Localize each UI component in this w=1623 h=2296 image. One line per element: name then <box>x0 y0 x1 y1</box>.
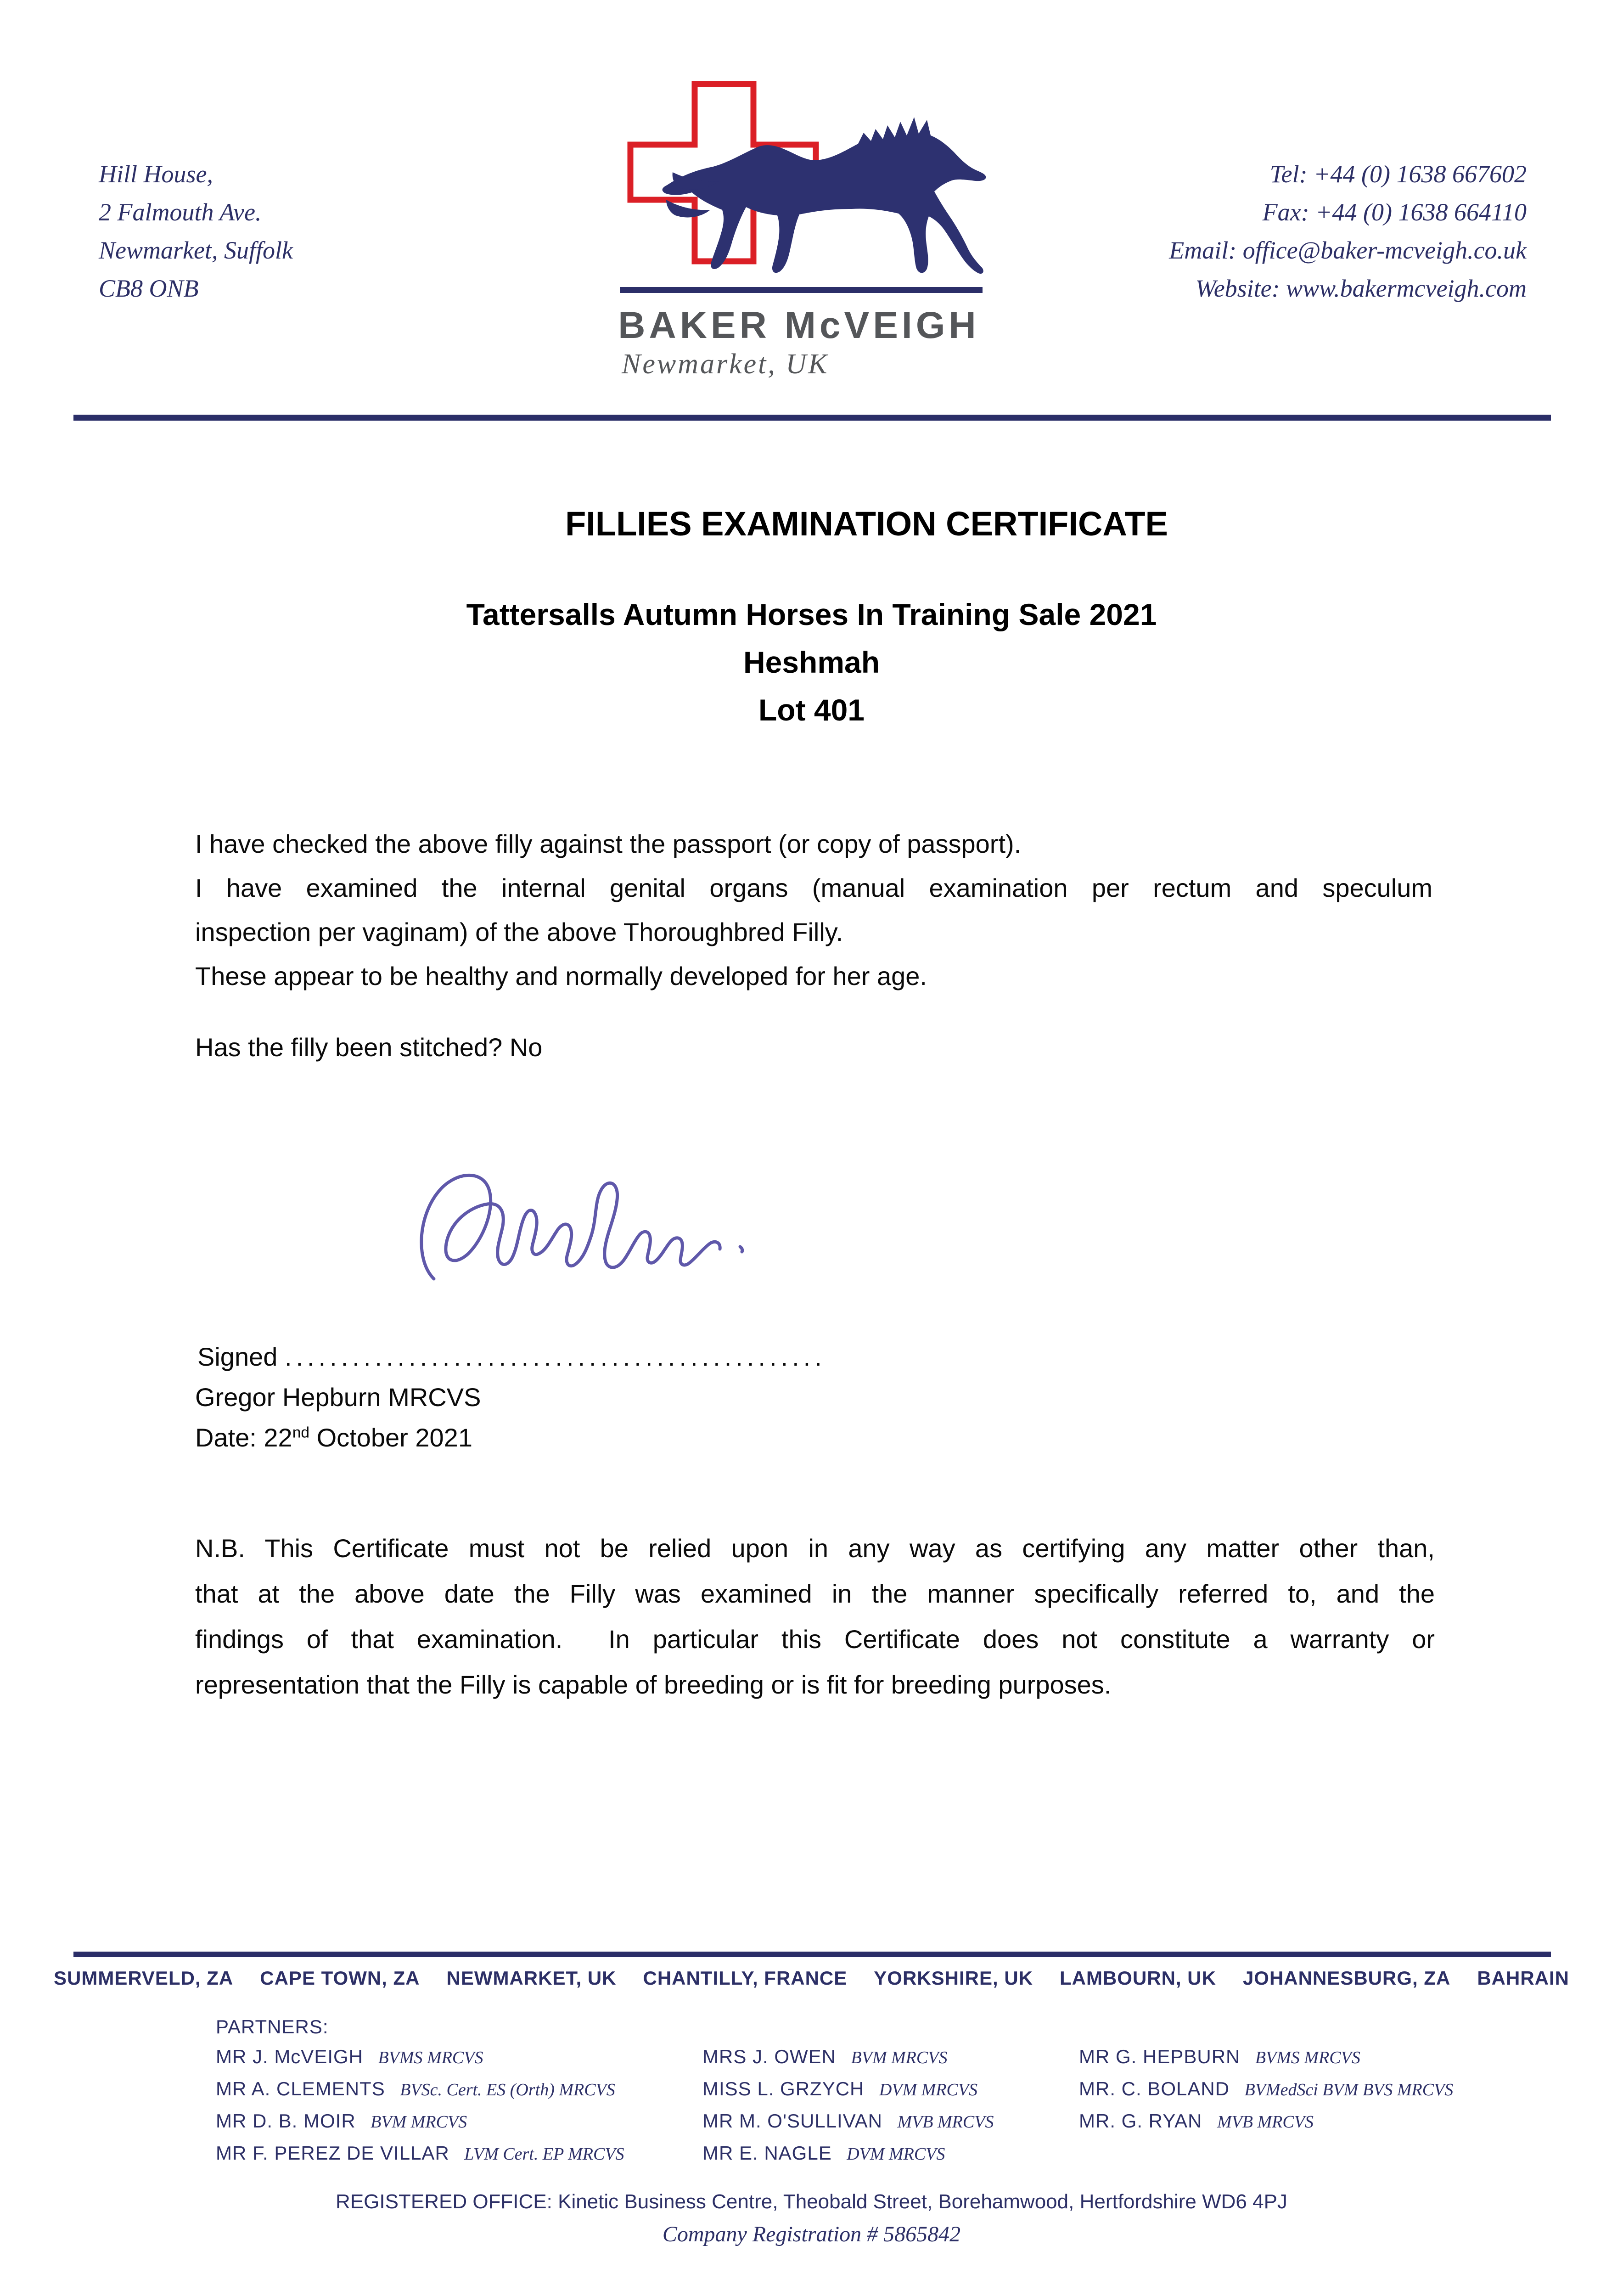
location-item: CAPE TOWN, ZA <box>260 1967 420 1989</box>
location-item: JOHANNESBURG, ZA <box>1242 1967 1451 1989</box>
partner-row <box>1079 2110 1453 2142</box>
partner-row <box>702 2110 994 2142</box>
company-registration: Company Registration # 5865842 <box>662 2222 961 2246</box>
partner-name: MR M. O'SULLIVAN <box>702 2110 882 2132</box>
partner-row <box>1079 2078 1453 2110</box>
practice-address <box>99 155 293 308</box>
partner-qualifications: BVMS MRCVS <box>378 2048 483 2067</box>
date-ordinal-suffix: nd <box>292 1424 310 1441</box>
partner-row <box>702 2078 994 2110</box>
signed-label: Signed <box>197 1342 278 1371</box>
logo-location: Newmarket, UK <box>622 349 829 380</box>
partner-qualifications: BVMS MRCVS <box>1255 2048 1360 2067</box>
stitched-question: Has the filly been stitched? No <box>195 1033 543 1062</box>
partners-heading: PARTNERS: <box>216 2016 329 2037</box>
address-line: Hill House, <box>99 160 213 188</box>
partner-qualifications: BVM MRCVS <box>851 2048 948 2067</box>
logo-divider-rule <box>620 287 983 293</box>
signed-line <box>197 1342 826 1372</box>
registered-office: REGISTERED OFFICE: Kinetic Business Centre, Theobald Street, Borehamwood, Hertfordshire WD6 4PJ <box>336 2190 1287 2213</box>
fax-line: Fax: +44 (0) 1638 664110 <box>1262 198 1527 226</box>
office-locations <box>0 1967 1623 1989</box>
partner-row <box>216 2142 624 2174</box>
location-item: BAHRAIN <box>1477 1967 1569 1989</box>
header-divider-rule <box>73 415 1551 421</box>
location-item: SUMMERVELD, ZA <box>54 1967 234 1989</box>
partner-name: MR J. McVEIGH <box>216 2046 364 2067</box>
partner-name: MISS L. GRZYCH <box>702 2078 865 2099</box>
exam-date <box>195 1423 472 1452</box>
partner-qualifications: MVB MRCVS <box>1217 2112 1314 2132</box>
examination-statement <box>195 822 1432 998</box>
partner-qualifications: DVM MRCVS <box>847 2144 945 2164</box>
statement-line: I have checked the above filly against the passport (or copy of passport). <box>195 829 1022 858</box>
partner-qualifications: BVMedSci BVM BVS MRCVS <box>1244 2080 1454 2099</box>
sale-name: Tattersalls Autumn Horses In Training Sale 2021 <box>466 597 1157 631</box>
partner-name: MR E. NAGLE <box>702 2142 832 2164</box>
partner-qualifications: BVM MRCVS <box>371 2112 467 2132</box>
partner-name: MR D. B. MOIR <box>216 2110 356 2132</box>
address-line: CB8 ONB <box>99 275 199 302</box>
location-item: LAMBOURN, UK <box>1059 1967 1216 1989</box>
partner-name: MRS J. OWEN <box>702 2046 836 2067</box>
signature-dotted-line: ................................................ <box>284 1342 826 1371</box>
contact-details <box>1169 155 1527 308</box>
address-line: 2 Falmouth Ave. <box>99 198 262 226</box>
phone-line: Tel: +44 (0) 1638 667602 <box>1269 160 1527 188</box>
partners-column-2 <box>702 2046 994 2174</box>
baker-mcveigh-logo <box>615 78 1015 400</box>
lot-number: Lot 401 <box>758 693 865 727</box>
disclaimer-line: findings of that examination. In particular this Certificate does not constitute a warranty or <box>195 1625 1435 1654</box>
partner-name: MR. G. RYAN <box>1079 2110 1202 2132</box>
partner-name: MR A. CLEMENTS <box>216 2078 385 2099</box>
horse-name: Heshmah <box>743 645 880 679</box>
partner-name: MR F. PEREZ DE VILLAR <box>216 2142 449 2164</box>
partner-row <box>702 2046 994 2078</box>
logo-wordmark: BAKER McVEIGH <box>618 304 980 346</box>
website-line: Website: www.bakermcveigh.com <box>1195 275 1527 302</box>
partner-name: MR. C. BOLAND <box>1079 2078 1230 2099</box>
partner-qualifications: MVB MRCVS <box>897 2112 994 2132</box>
date-prefix: Date: 22 <box>195 1423 292 1452</box>
disclaimer-line: that at the above date the Filly was examined in the manner specifically referred to, and the <box>195 1579 1435 1608</box>
disclaimer <box>195 1525 1435 1707</box>
partner-qualifications: LVM Cert. EP MRCVS <box>464 2144 624 2164</box>
partners-column-1 <box>216 2046 624 2174</box>
partner-qualifications: DVM MRCVS <box>879 2080 978 2099</box>
footer-divider-rule <box>73 1952 1551 1957</box>
location-item: CHANTILLY, FRANCE <box>643 1967 848 1989</box>
partners-column-3 <box>1079 2046 1453 2142</box>
location-item: NEWMARKET, UK <box>446 1967 617 1989</box>
statement-line: These appear to be healthy and normally developed for her age. <box>195 962 927 990</box>
partner-row <box>1079 2046 1453 2078</box>
disclaimer-line: N.B. This Certificate must not be relied upon in any way as certifying any matter other than, <box>195 1534 1435 1563</box>
partner-row <box>216 2078 624 2110</box>
partner-qualifications: BVSc. Cert. ES (Orth) MRCVS <box>400 2080 615 2099</box>
disclaimer-line: representation that the Filly is capable of breeding or is fit for breeding purposes. <box>195 1670 1112 1699</box>
address-line: Newmarket, Suffolk <box>99 236 293 264</box>
partner-name: MR G. HEPBURN <box>1079 2046 1241 2067</box>
partner-row <box>702 2142 994 2174</box>
date-suffix: October 2021 <box>309 1423 472 1452</box>
signature-ink <box>390 1153 748 1295</box>
statement-line: I have examined the internal genital organs (manual examination per rectum and speculum <box>195 873 1432 902</box>
partner-row <box>216 2110 624 2142</box>
certificate-title: FILLIES EXAMINATION CERTIFICATE <box>565 505 1168 543</box>
partner-row <box>216 2046 624 2078</box>
galloping-horse-icon <box>659 117 999 282</box>
email-line: Email: office@baker-mcveigh.co.uk <box>1169 236 1527 264</box>
vet-name: Gregor Hepburn MRCVS <box>195 1383 481 1412</box>
location-item: YORKSHIRE, UK <box>874 1967 1033 1989</box>
statement-line: inspection per vaginam) of the above Thoroughbred Filly. <box>195 917 843 946</box>
